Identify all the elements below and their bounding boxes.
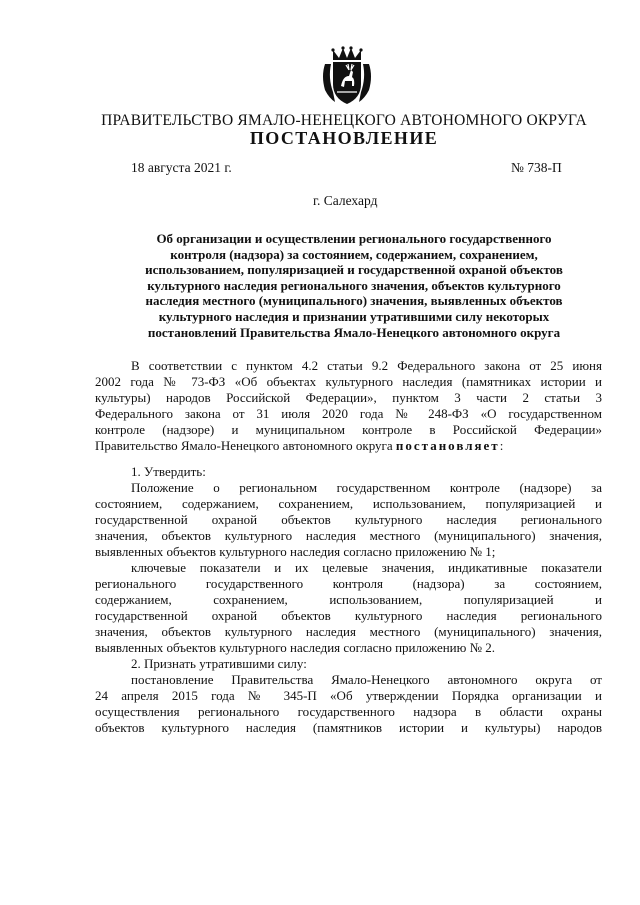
paragraph-line: состоянием, содержанием, сохранением, использованием, популяризацией и — [95, 496, 602, 511]
title-line: культурного наследия и признании утратившими силу некоторых — [158, 308, 550, 324]
paragraph-line: объектов культурного наследия (памятников истории и культуры) народов — [95, 720, 602, 735]
paragraph-line: значения, объектов культурного наследия местного (муниципального) значения, — [95, 624, 602, 639]
title-line: контроля (надзора) за состоянием, содержанием, сохранением, — [170, 246, 538, 262]
paragraph-line: выявленных объектов культурного наследия согласно приложению № 2. — [95, 640, 496, 655]
title-line: Об организации и осуществлении регионального государственного — [156, 231, 552, 246]
paragraph-line: значения, объектов культурного наследия местного (муниципального) значения, — [95, 528, 602, 543]
preamble-line: В соответствии с пунктом 4.2 статьи 9.2 Федерального закона от 25 июня — [131, 358, 602, 373]
paragraph-line: выявленных объектов культурного наследия согласно приложению № 1; — [95, 544, 496, 559]
item-1-heading: 1. Утвердить: — [131, 464, 206, 479]
preamble-verb: постановляет — [395, 438, 500, 453]
paragraph-line: ключевые показатели и их целевые значения, индикативные показатели — [131, 560, 602, 575]
document-body — [95, 358, 602, 736]
title-line: культурного наследия регионального значения, объектов культурного — [147, 277, 561, 293]
paragraph-line: постановление Правительства Ямало-Ненецкого автономного округа от — [131, 672, 602, 687]
document-type: ПОСТАНОВЛЕНИЕ — [249, 128, 439, 148]
paragraph-line: содержанием, сохранением, использованием, популяризацией и — [95, 592, 602, 607]
item-1-paragraph-a — [95, 480, 602, 560]
item-2-heading: 2. Признать утратившими силу: — [131, 656, 307, 671]
preamble-line: контроле (надзоре) и муниципальном контроле в Российской Федерации» — [95, 422, 602, 437]
preamble-subject: Правительство Ямало-Ненецкого автономного округа — [95, 438, 393, 453]
paragraph-line: осуществления регионального государственного надзора в области охраны — [95, 704, 602, 719]
paragraph-line: Положение о региональном государственном контроле (надзоре) за — [131, 480, 602, 495]
document-date: 18 августа 2021 г. — [131, 160, 232, 175]
item-1-paragraph-b — [95, 560, 602, 656]
preamble-colon: : — [499, 438, 504, 453]
paragraph-line: государственной охраной объектов культурного наследия регионального — [95, 512, 602, 527]
preamble — [95, 358, 602, 454]
document-city: г. Салехард — [313, 193, 378, 208]
paragraph-line: регионального государственного контроля (надзора) за состоянием, — [95, 576, 602, 591]
paragraph-line: 24 апреля 2015 года № 345-П «Об утверждении Порядка организации и — [95, 688, 602, 703]
preamble-line: 2002 года № 73-ФЗ «Об объектах культурного наследия (памятниках истории и — [95, 374, 602, 389]
paragraph-line: государственной охраной объектов культурного наследия регионального — [95, 608, 602, 623]
title-line: постановлений Правительства Ямало-Ненецкого автономного округа — [147, 324, 561, 340]
title-line: наследия местного (муниципального) значения, выявленных объектов — [145, 293, 563, 309]
item-2-paragraph-a — [95, 672, 602, 736]
preamble-line: Федерального закона от 31 июля 2020 года № 248-ФЗ «О государственном — [95, 406, 602, 421]
document-title — [104, 231, 604, 340]
preamble-line: культуры) народов Российской Федерации», пунктом 3 части 2 статьи 3 — [95, 390, 602, 405]
title-line: использованием, популяризацией и государственной охраной объектов — [145, 262, 563, 278]
preamble-final-line — [95, 438, 602, 454]
coat-of-arms-icon — [319, 46, 375, 108]
government-name: ПРАВИТЕЛЬСТВО ЯМАЛО-НЕНЕЦКОГО АВТОНОМНОГО ОКРУГА — [101, 112, 587, 129]
document-number: № 738-П — [511, 160, 562, 175]
